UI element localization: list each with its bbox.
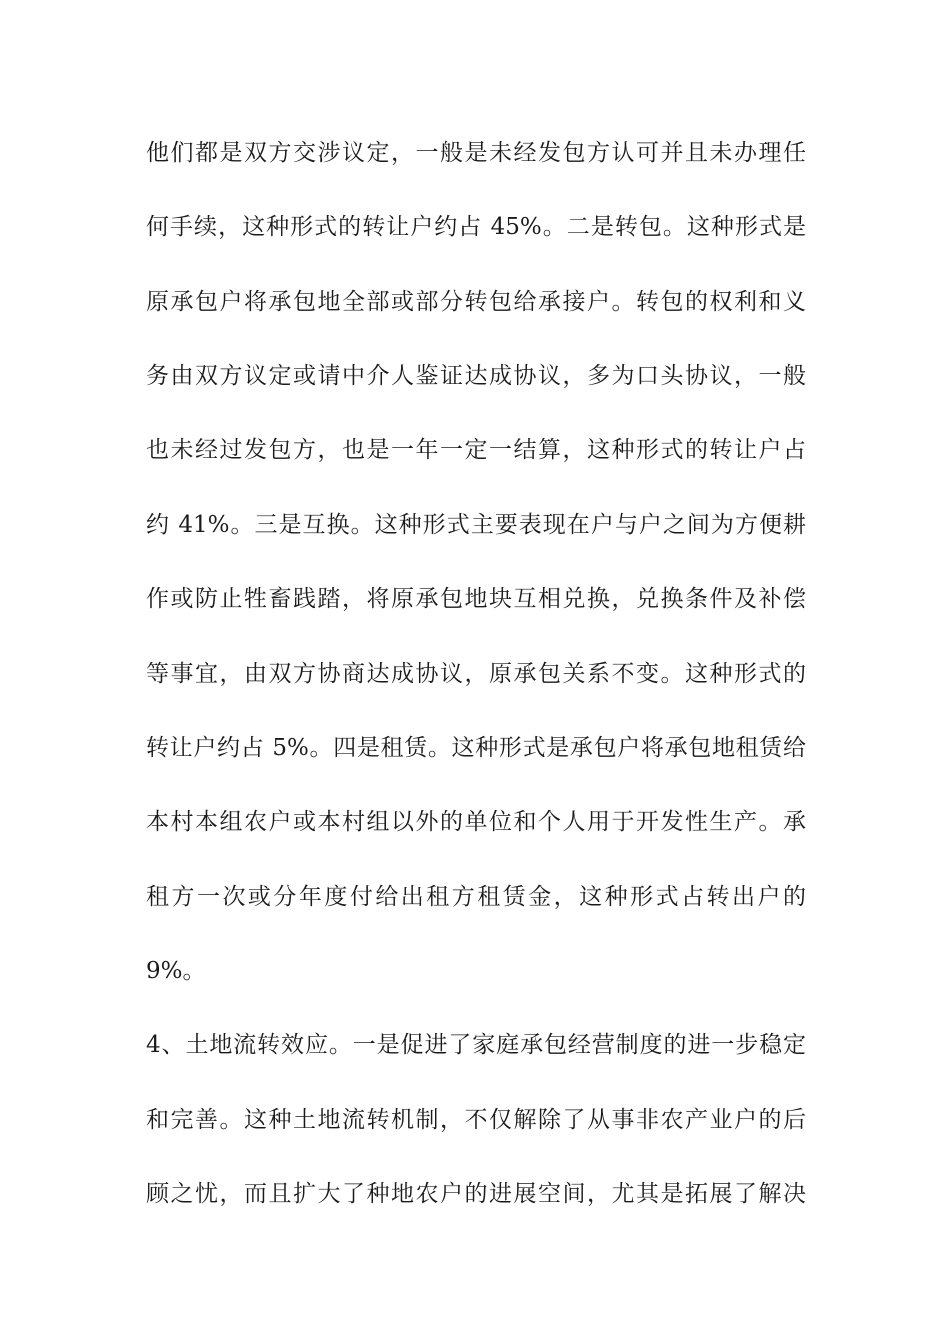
- text-line: 也未经过发包方，也是一年一定一结算，这种形式的转让户占: [146, 437, 806, 463]
- text-line: 4、土地流转效应。一是促进了家庭承包经营制度的进一步稳定: [146, 1032, 806, 1058]
- text-line: 何手续，这种形式的转让户约占 45%。二是转包。这种形式是: [146, 214, 806, 240]
- text-line: 本村本组农户或本村组以外的单位和个人用于开发性生产。承: [146, 809, 806, 835]
- text-line: 顾之忧，而且扩大了种地农户的进展空间，尤其是拓展了解决: [146, 1181, 806, 1207]
- text-line: 租方一次或分年度付给出租方租赁金，这种形式占转出户的: [146, 884, 806, 910]
- text-line: 他们都是双方交涉议定，一般是未经发包方认可并且未办理任: [146, 140, 806, 166]
- text-line: 9%。: [146, 958, 206, 984]
- text-line: 务由双方议定或请中介人鉴证达成协议，多为口头协议，一般: [146, 363, 806, 389]
- text-line: 和完善。这种土地流转机制，不仅解除了从事非农产业户的后: [146, 1107, 806, 1133]
- text-line: 作或防止牲畜践踏，将原承包地块互相兑换，兑换条件及补偿: [146, 586, 806, 612]
- text-line: 原承包户将承包地全部或部分转包给承接户。转包的权利和义: [146, 289, 806, 315]
- text-line: 等事宜，由双方协商达成协议，原承包关系不变。这种形式的: [146, 661, 806, 687]
- text-line: 约 41%。三是互换。这种形式主要表现在户与户之间为方便耕: [146, 512, 806, 538]
- text-line: 转让户约占 5%。四是租赁。这种形式是承包户将承包地租赁给: [146, 735, 806, 761]
